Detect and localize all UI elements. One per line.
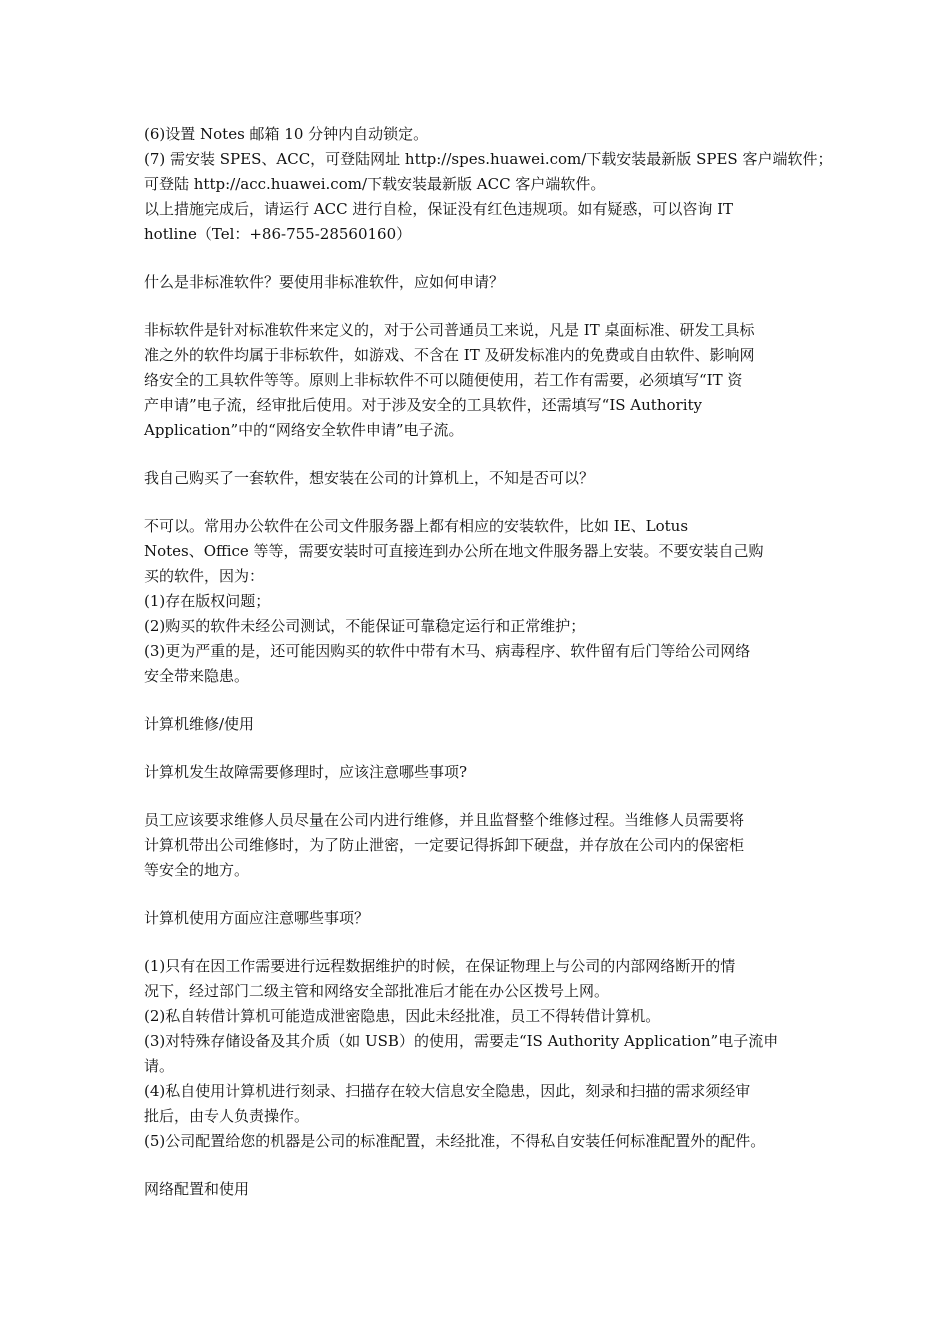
text-line: Notes、Office 等等，需要安装时可直接连到办公所在地文件服务器上安装。不要安装自己购 bbox=[144, 542, 764, 560]
paragraph-gap bbox=[144, 491, 814, 514]
text-line: 产申请”电子流，经审批后使用。对于涉及安全的工具软件，还需填写“IS Authority bbox=[144, 396, 702, 414]
paragraph bbox=[144, 954, 814, 1154]
paragraph bbox=[144, 808, 814, 883]
text-line: 计算机使用方面应注意哪些事项？ bbox=[144, 909, 370, 927]
text-line: 我自己购买了一套软件，想安装在公司的计算机上，不知是否可以？ bbox=[144, 469, 595, 487]
text-line: (6)设置 Notes 邮箱 10 分钟内自动锁定。 bbox=[144, 125, 429, 143]
paragraph-gap bbox=[144, 689, 814, 712]
text-line: Application”中的“网络安全软件申请”电子流。 bbox=[144, 421, 464, 439]
paragraph bbox=[144, 122, 833, 247]
text-line: 等安全的地方。 bbox=[144, 861, 250, 879]
paragraph bbox=[144, 466, 814, 491]
text-line: (5)公司配置给您的机器是公司的标准配置，未经批准，不得私自安装任何标准配置外的配件。 bbox=[144, 1132, 766, 1150]
paragraph-gap bbox=[144, 443, 814, 466]
text-line: (3)更为严重的是，还可能因购买的软件中带有木马、病毒程序、软件留有后门等给公司网络 bbox=[144, 642, 751, 660]
paragraph bbox=[144, 1177, 814, 1202]
paragraph bbox=[144, 270, 814, 295]
text-line: 络安全的工具软件等等。原则上非标软件不可以随便使用，若工作有需要，必须填写“IT 资 bbox=[144, 371, 743, 389]
paragraph-gap bbox=[144, 295, 814, 318]
text-line: 计算机发生故障需要修理时，应该注意哪些事项? bbox=[144, 763, 468, 781]
text-line: (2)购买的软件未经公司测试，不能保证可靠稳定运行和正常维护； bbox=[144, 617, 586, 635]
paragraph-gap bbox=[144, 1154, 814, 1177]
paragraph bbox=[144, 514, 814, 689]
text-line: 什么是非标准软件？要使用非标准软件，应如何申请？ bbox=[144, 273, 505, 291]
paragraph-gap bbox=[144, 931, 814, 954]
text-line: 准之外的软件均属于非标软件，如游戏、不含在 IT 及研发标准内的免费或自由软件、影响网 bbox=[144, 346, 755, 364]
text-line: 员工应该要求维修人员尽量在公司内进行维修，并且监督整个维修过程。当维修人员需要将 bbox=[144, 811, 745, 829]
text-line: 不可以。常用办公软件在公司文件服务器上都有相应的安装软件，比如 IE、Lotus bbox=[144, 517, 689, 535]
paragraph bbox=[144, 318, 814, 443]
text-line: 批后，由专人负责操作。 bbox=[144, 1107, 310, 1125]
paragraph-gap bbox=[144, 883, 814, 906]
text-line: (1)存在版权问题； bbox=[144, 592, 271, 610]
text-line: 请。 bbox=[144, 1057, 175, 1075]
text-line: 非标软件是针对标准软件来定义的，对于公司普通员工来说，凡是 IT 桌面标准、研发工具标 bbox=[144, 321, 755, 339]
text-line: 网络配置和使用 bbox=[144, 1180, 250, 1198]
text-line: 况下，经过部门二级主管和网络安全部批准后才能在办公区拨号上网。 bbox=[144, 982, 610, 1000]
paragraph bbox=[144, 906, 814, 931]
text-line: hotline（Tel：+86-755-28560160） bbox=[144, 225, 412, 243]
paragraph bbox=[144, 712, 814, 737]
text-line: 计算机维修/使用 bbox=[144, 715, 255, 733]
paragraph-gap bbox=[144, 247, 814, 270]
paragraph-gap bbox=[144, 785, 814, 808]
document-page bbox=[144, 122, 833, 1202]
text-line: 计算机带出公司维修时，为了防止泄密，一定要记得拆卸下硬盘，并存放在公司内的保密柜 bbox=[144, 836, 745, 854]
paragraph-gap bbox=[144, 737, 814, 760]
text-line: 买的软件，因为： bbox=[144, 567, 265, 585]
text-line: (4)私自使用计算机进行刻录、扫描存在较大信息安全隐患，因此，刻录和扫描的需求须经审 bbox=[144, 1082, 751, 1100]
paragraph bbox=[144, 760, 814, 785]
text-line: 安全带来隐患。 bbox=[144, 667, 250, 685]
text-line: (2)私自转借计算机可能造成泄密隐患，因此未经批准，员工不得转借计算机。 bbox=[144, 1007, 661, 1025]
text-line: (7) 需安装 SPES、ACC，可登陆网址 http://spes.huawei.com/下载安装最新版 SPES 客户端软件； bbox=[144, 150, 833, 168]
text-line: (3)对特殊存储设备及其介质（如 USB）的使用，需要走“IS Authority Application”电子流申 bbox=[144, 1032, 779, 1050]
text-line: 可登陆 http://acc.huawei.com/下载安装最新版 ACC 客户端软件。 bbox=[144, 175, 606, 193]
text-line: (1)只有在因工作需要进行远程数据维护的时候，在保证物理上与公司的内部网络断开的情 bbox=[144, 957, 736, 975]
text-line: 以上措施完成后，请运行 ACC 进行自检，保证没有红色违规项。如有疑惑，可以咨询 IT bbox=[144, 200, 734, 218]
